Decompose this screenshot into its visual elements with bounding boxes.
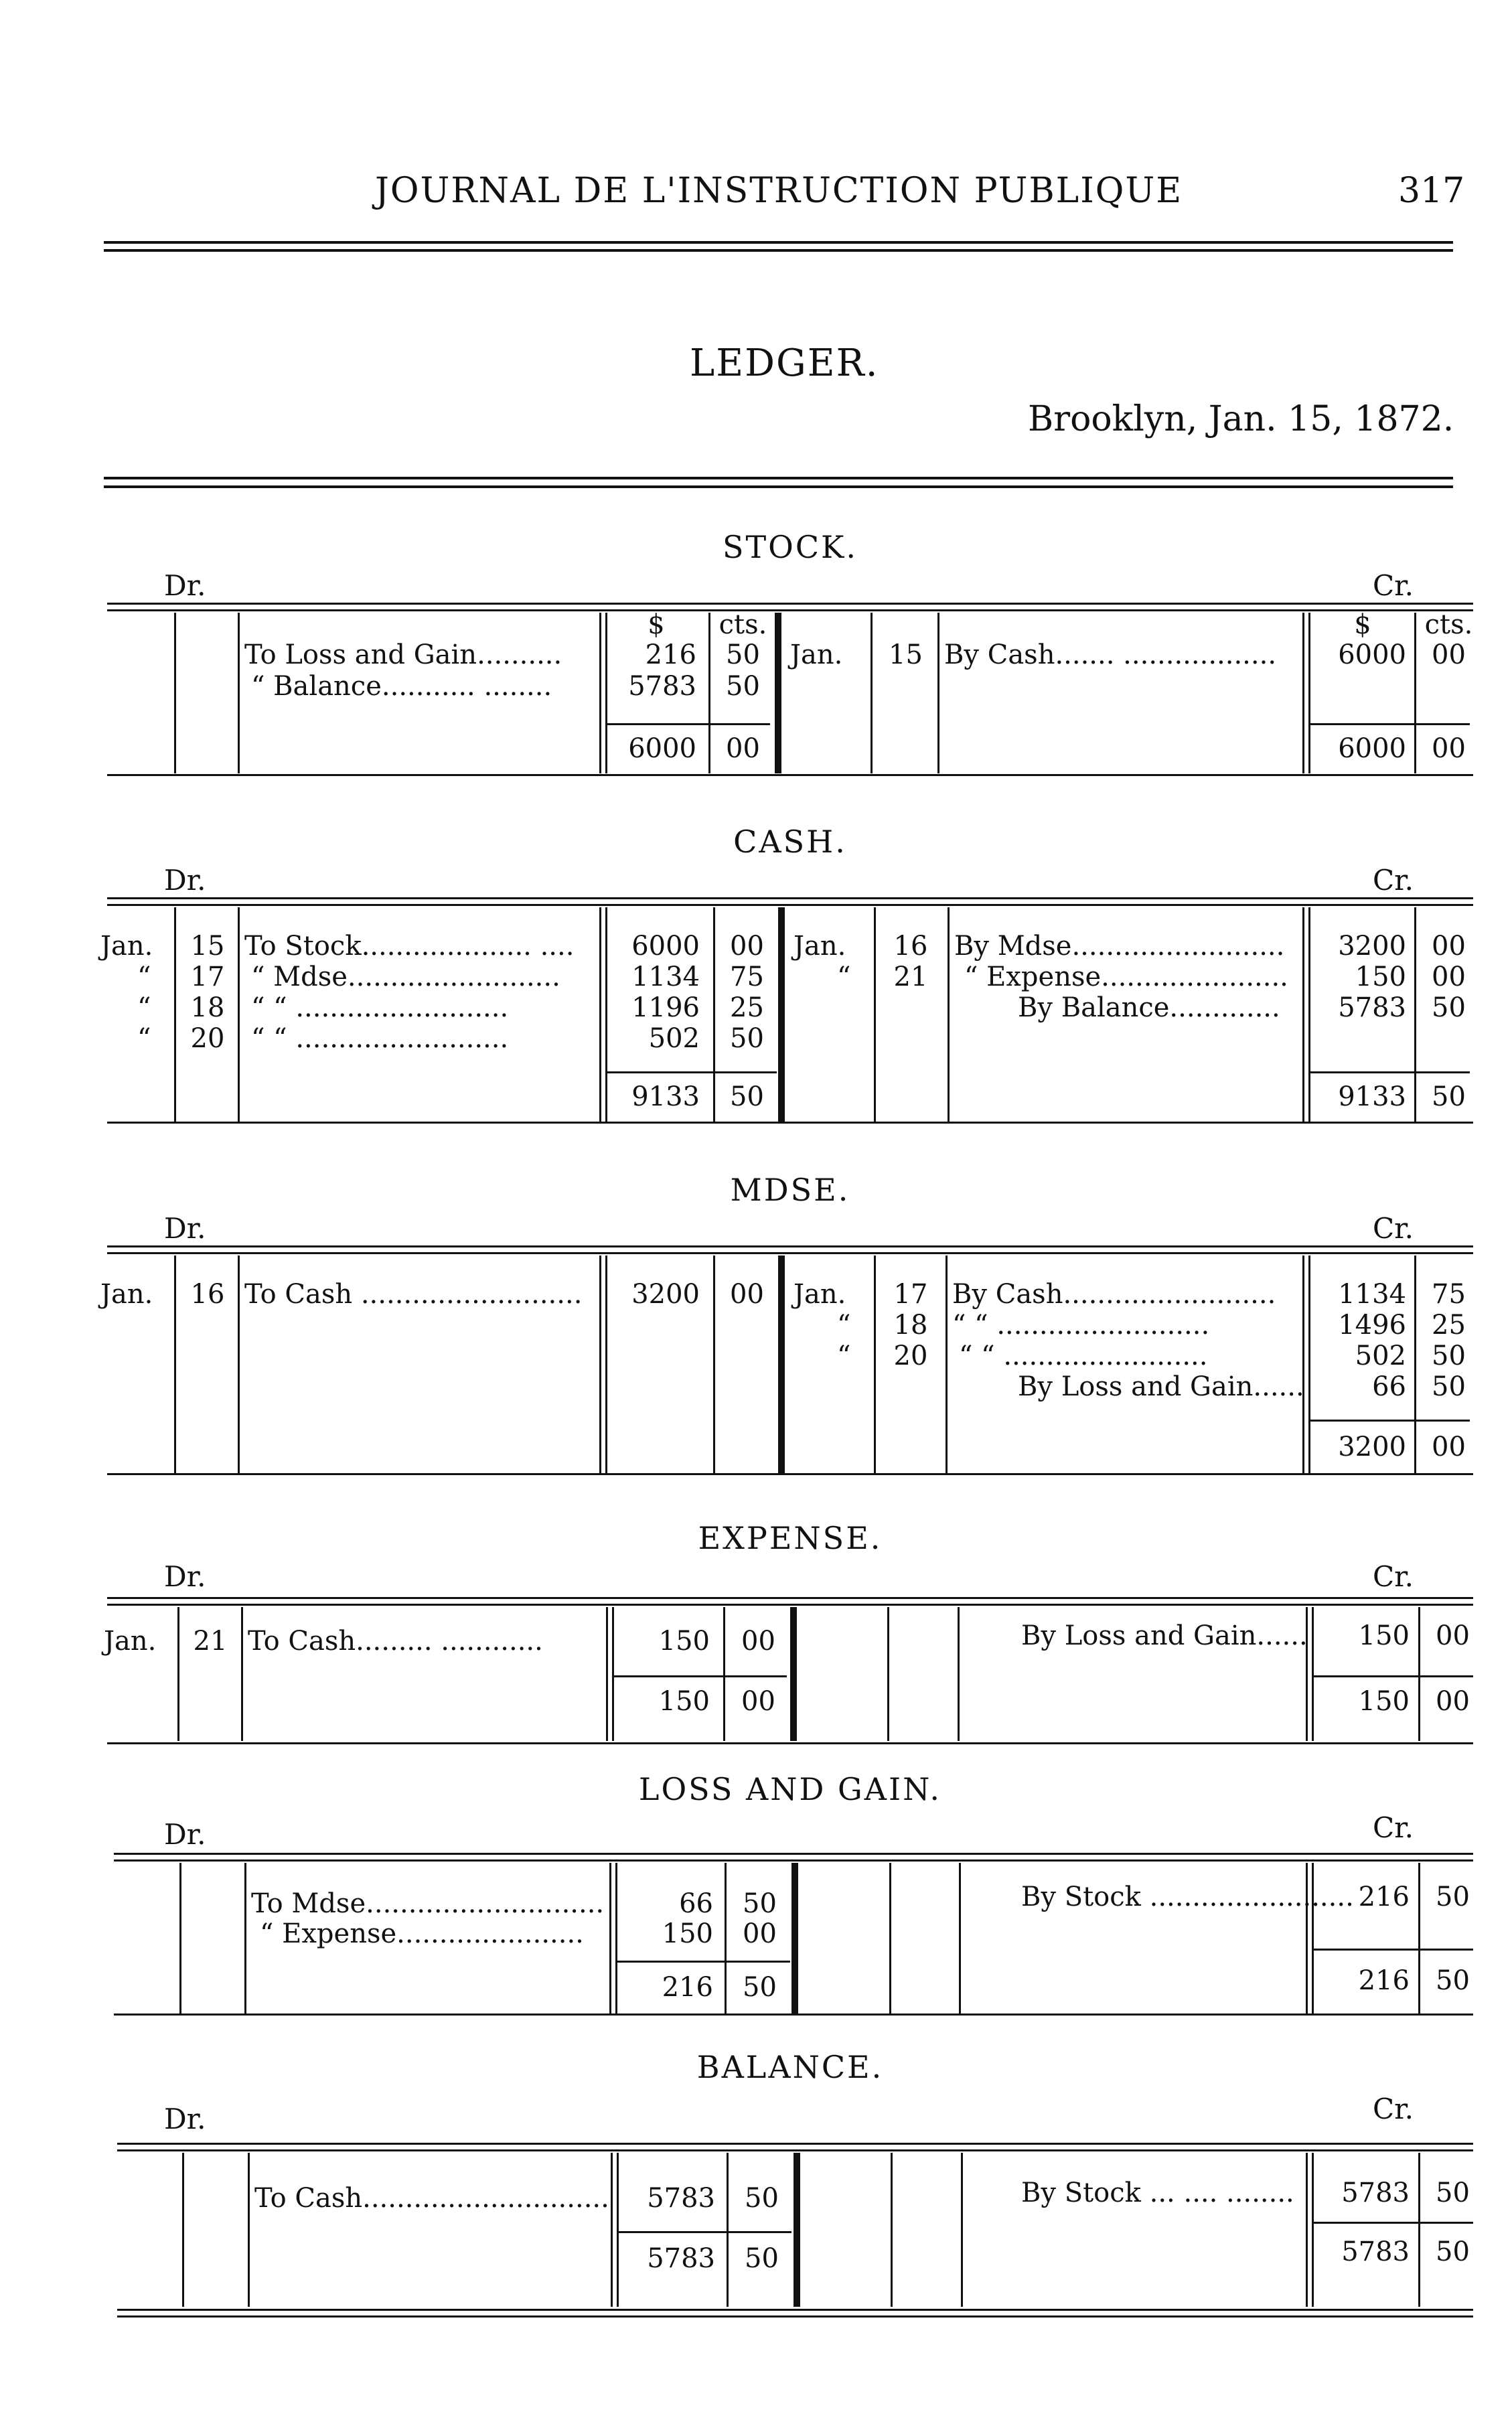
entry-month: “ xyxy=(837,962,851,992)
debit-label: Dr. xyxy=(164,569,206,602)
entry-text: By Loss and Gain...... xyxy=(1018,1371,1304,1402)
entry-text: “ “ ........................ xyxy=(959,1341,1208,1371)
entry-month: “ xyxy=(137,992,151,1023)
entry-month: Jan. xyxy=(100,931,153,962)
entry-day: 20 xyxy=(893,1341,928,1371)
entry-dollars: 150 xyxy=(658,1626,710,1657)
total-dollars: 9133 xyxy=(631,1081,700,1112)
total-dollars: 6000 xyxy=(1338,733,1406,764)
entry-cents: 75 xyxy=(730,962,764,992)
ledger-rule xyxy=(104,477,1453,479)
entry-text: “ “ ......................... xyxy=(251,992,509,1023)
entry-text: By Mdse......................... xyxy=(954,931,1285,962)
total-cents: 00 xyxy=(741,1686,775,1717)
entry-month: Jan. xyxy=(793,931,846,962)
page-number: 317 xyxy=(1398,171,1465,211)
entry-text: To Cash .......................... xyxy=(244,1279,583,1310)
cash-account xyxy=(100,824,1480,1132)
stock-account xyxy=(100,529,1480,783)
total-cents: 00 xyxy=(1432,733,1466,764)
entry-text: To Cash............................. xyxy=(254,2183,609,2214)
running-header: JOURNAL DE L'INSTRUCTION PUBLIQUE xyxy=(375,171,1183,211)
entry-text: By Loss and Gain...... xyxy=(1021,1620,1308,1651)
entry-month: “ xyxy=(837,1341,851,1371)
entry-day: 20 xyxy=(190,1023,225,1054)
entry-cents: 25 xyxy=(730,992,764,1023)
total-cents: 50 xyxy=(743,1972,777,2003)
entry-dollars: 502 xyxy=(1355,1341,1406,1371)
total-cents: 50 xyxy=(1436,1965,1470,1996)
entry-cents: 50 xyxy=(745,2183,779,2214)
debit-label: Dr. xyxy=(164,864,206,897)
entry-text: “ “ ......................... xyxy=(952,1310,1210,1341)
entry-dollars: 5783 xyxy=(628,671,696,702)
entry-day: 16 xyxy=(893,931,928,962)
total-dollars: 5783 xyxy=(1341,2236,1410,2267)
entry-day: 18 xyxy=(190,992,225,1023)
entry-day: 15 xyxy=(889,639,923,670)
entry-text: “ Expense...................... xyxy=(964,962,1288,992)
entry-text: To Cash......... ............ xyxy=(248,1626,543,1657)
entry-dollars: 66 xyxy=(1372,1371,1406,1402)
entry-cents: 50 xyxy=(743,1888,777,1919)
ledger-rule xyxy=(104,485,1453,488)
entry-cents: 75 xyxy=(1432,1279,1466,1310)
entry-text: “ Mdse......................... xyxy=(251,962,560,992)
account-title: STOCK. xyxy=(722,529,858,565)
total-dollars: 150 xyxy=(658,1686,710,1717)
entry-cents: 00 xyxy=(741,1626,775,1657)
total-dollars: 6000 xyxy=(628,733,696,764)
entry-dollars: 1134 xyxy=(1338,1279,1406,1310)
entry-dollars: 5783 xyxy=(1338,992,1406,1023)
entry-text: By Cash......................... xyxy=(952,1279,1276,1310)
entry-day: 21 xyxy=(193,1626,228,1657)
entry-cents: 00 xyxy=(1432,639,1466,670)
entry-dollars: 1134 xyxy=(631,962,700,992)
entry-cents: 00 xyxy=(730,1279,764,1310)
entry-day: 17 xyxy=(190,962,225,992)
entry-cents: 00 xyxy=(1432,962,1466,992)
credit-label: Cr. xyxy=(1373,864,1414,897)
header-rule xyxy=(104,241,1453,244)
entry-cents: 50 xyxy=(1436,1882,1470,1912)
entry-day: 18 xyxy=(893,1310,928,1341)
entry-month: Jan. xyxy=(100,1279,153,1310)
credit-label: Cr. xyxy=(1373,569,1414,602)
entry-cents: 50 xyxy=(1432,1341,1466,1371)
account-title: EXPENSE. xyxy=(698,1520,883,1556)
entry-cents: 25 xyxy=(1432,1310,1466,1341)
entry-cents: 50 xyxy=(1432,992,1466,1023)
entry-dollars: 3200 xyxy=(1338,931,1406,962)
entry-cents: 00 xyxy=(1436,1620,1470,1651)
account-title: MDSE. xyxy=(730,1172,850,1208)
account-title: BALANCE. xyxy=(696,2049,884,2085)
account-title: CASH. xyxy=(733,824,847,860)
entry-text: “ Balance........... ........ xyxy=(251,671,552,702)
entry-text: To Stock.................... .... xyxy=(244,931,575,962)
entry-cents: 50 xyxy=(1436,2178,1470,2208)
entry-month: “ xyxy=(137,962,151,992)
entry-cents: 50 xyxy=(1432,1371,1466,1402)
entry-cents: 00 xyxy=(743,1918,777,1949)
entry-cents: 50 xyxy=(726,639,760,670)
entry-day: 17 xyxy=(893,1279,928,1310)
entry-text: “ Expense...................... xyxy=(260,1918,584,1949)
balance-account xyxy=(100,2049,1480,2330)
entry-dollars: 150 xyxy=(1355,962,1406,992)
total-cents: 50 xyxy=(730,1081,764,1112)
total-dollars: 150 xyxy=(1358,1686,1410,1717)
entry-month: Jan. xyxy=(104,1626,157,1657)
mdse-account xyxy=(100,1172,1480,1487)
dollar-header: $ xyxy=(1354,609,1371,640)
dollar-header: $ xyxy=(648,609,665,640)
entry-dollars: 66 xyxy=(679,1888,713,1919)
ledger-title: LEDGER. xyxy=(690,341,879,385)
total-cents: 00 xyxy=(1432,1432,1466,1462)
entry-dollars: 1196 xyxy=(631,992,700,1023)
entry-day: 21 xyxy=(893,962,928,992)
entry-cents: 00 xyxy=(730,931,764,962)
debit-label: Dr. xyxy=(164,1560,206,1593)
entry-dollars: 6000 xyxy=(1338,639,1406,670)
entry-dollars: 1496 xyxy=(1338,1310,1406,1341)
entry-dollars: 3200 xyxy=(631,1279,700,1310)
credit-label: Cr. xyxy=(1373,2093,1414,2125)
debit-label: Dr. xyxy=(164,1212,206,1245)
account-title: LOSS AND GAIN. xyxy=(638,1771,942,1807)
debit-label: Dr. xyxy=(164,1818,206,1851)
entry-cents: 50 xyxy=(726,671,760,702)
dateline: Brooklyn, Jan. 15, 1872. xyxy=(1028,399,1454,439)
entry-dollars: 216 xyxy=(1358,1882,1410,1912)
entry-dollars: 216 xyxy=(645,639,696,670)
total-dollars: 216 xyxy=(662,1972,713,2003)
total-dollars: 9133 xyxy=(1338,1081,1406,1112)
entry-dollars: 5783 xyxy=(647,2183,715,2214)
entry-month: Jan. xyxy=(790,639,843,670)
credit-label: Cr. xyxy=(1373,1811,1414,1844)
entry-dollars: 150 xyxy=(1358,1620,1410,1651)
entry-text: To Mdse............................ xyxy=(251,1888,605,1919)
expense-account xyxy=(100,1520,1480,1748)
total-cents: 00 xyxy=(1436,1686,1470,1717)
total-dollars: 3200 xyxy=(1338,1432,1406,1462)
entry-dollars: 150 xyxy=(662,1918,713,1949)
entry-day: 15 xyxy=(190,931,225,962)
total-cents: 50 xyxy=(1436,2236,1470,2267)
total-cents: 50 xyxy=(1432,1081,1466,1112)
entry-text: By Stock ........................ xyxy=(1021,1882,1354,1912)
total-dollars: 5783 xyxy=(647,2243,715,2274)
total-cents: 00 xyxy=(726,733,760,764)
entry-month: “ xyxy=(137,1023,151,1054)
entry-cents: 50 xyxy=(730,1023,764,1054)
cents-header: cts. xyxy=(719,609,767,640)
entry-day: 16 xyxy=(190,1279,225,1310)
credit-label: Cr. xyxy=(1373,1212,1414,1245)
entry-dollars: 6000 xyxy=(631,931,700,962)
cents-header: cts. xyxy=(1424,609,1473,640)
loss-and-gain-account xyxy=(100,1771,1480,2026)
entry-text: “ “ ......................... xyxy=(251,1023,509,1054)
header-rule xyxy=(104,249,1453,252)
entry-cents: 00 xyxy=(1432,931,1466,962)
entry-dollars: 5783 xyxy=(1341,2178,1410,2208)
entry-text: By Balance............. xyxy=(1018,992,1280,1023)
entry-text: To Loss and Gain.......... xyxy=(244,639,562,670)
debit-label: Dr. xyxy=(164,2103,206,2135)
credit-label: Cr. xyxy=(1373,1560,1414,1593)
total-dollars: 216 xyxy=(1358,1965,1410,1996)
entry-dollars: 502 xyxy=(648,1023,700,1054)
entry-month: “ xyxy=(837,1310,851,1341)
entry-text: By Cash....... .................. xyxy=(944,639,1277,670)
entry-text: By Stock ... .... ........ xyxy=(1021,2178,1294,2208)
total-cents: 50 xyxy=(745,2243,779,2274)
entry-month: Jan. xyxy=(793,1279,846,1310)
